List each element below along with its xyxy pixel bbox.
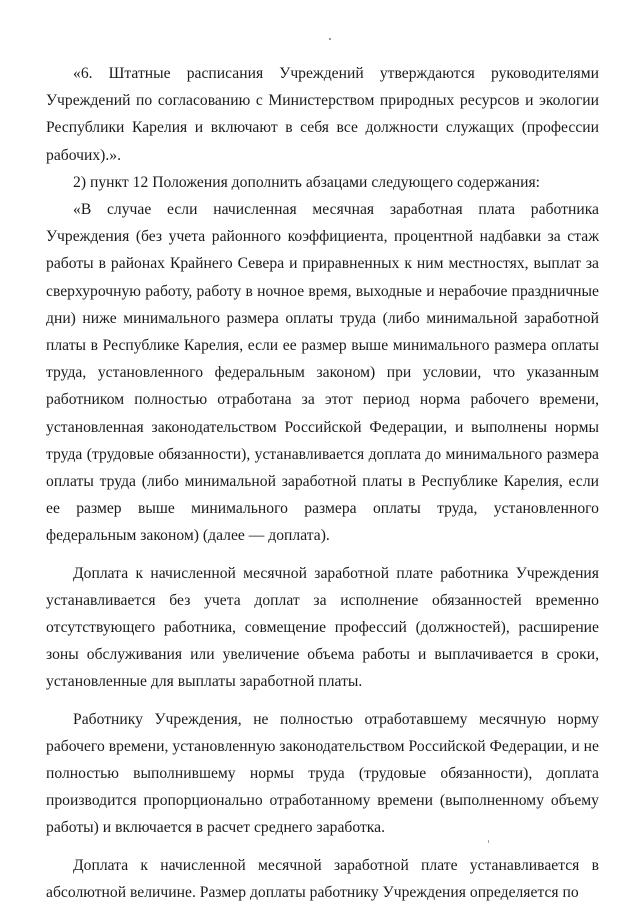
paragraph-proportional-supplement: Работнику Учреждения, не полностью отработавшему месячную норму рабочего времени, установленную законодательством Российской Федерации, и не полностью выполнившему нормы труда (трудовые обязанности), доплата производится пропорционально отработанному времени (выполненному объему работы) и включается в расчет среднего заработка. <box>46 710 599 837</box>
paragraph-staff-schedules: «6. Штатные расписания Учреждений утверждаются руководителями Учреждений по согласованию с Министерством природных ресурсов и экологии Республики Карелия и включают в себя все должности служащих (профессии рабочих).». <box>46 65 599 164</box>
paragraph-absolute-amount: Доплата к начисленной месячной заработной плате устанавливается в абсолютной величине. Размер доплаты работнику Учреждения определяется по <box>46 856 599 901</box>
scan-speck <box>329 38 331 40</box>
paragraph-item-12-amendment: 2) пункт 12 Положения дополнить абзацами следующего содержания: <box>73 173 541 191</box>
document-body <box>46 60 599 906</box>
paragraph-minimum-wage-supplement: «В случае если начисленная месячная заработная плата работника Учреждения (без учета районного коэффициента, процентной надбавки за стаж работы в районах Крайнего Севера и приравненных к ним местностях, выплат за сверхурочную работу, работу в ночное время, выходные и нерабочие праздничные дни) ниже минимального размера оплаты труда (либо минимальной заработной платы в Республике Карелия, если ее размер выше минимального размера оплаты труда, установленного федеральным законом) при условии, что указанным работником полностью отработана за этот период норма рабочего времени, установленная законодательством Российской Федерации, и выполнены нормы труда (трудовые обязанности), устанавливается доплата до минимального размера оплаты труда (либо минимальной заработной платы в Республике Карелия, если ее размер выше минимального размера оплаты труда, установленного федеральным законом) (далее — доплата). <box>46 201 599 545</box>
paragraph-supplement-exclusions: Доплата к начисленной месячной заработной плате работника Учреждения устанавливается без учета доплат за исполнение обязанностей временно отсутствующего работника, совмещение профессий (должностей), расширение зоны обслуживания или увеличение объема работы и выплачивается в сроки, установленные для выплаты заработной платы. <box>46 564 599 691</box>
scan-speck <box>488 840 489 843</box>
